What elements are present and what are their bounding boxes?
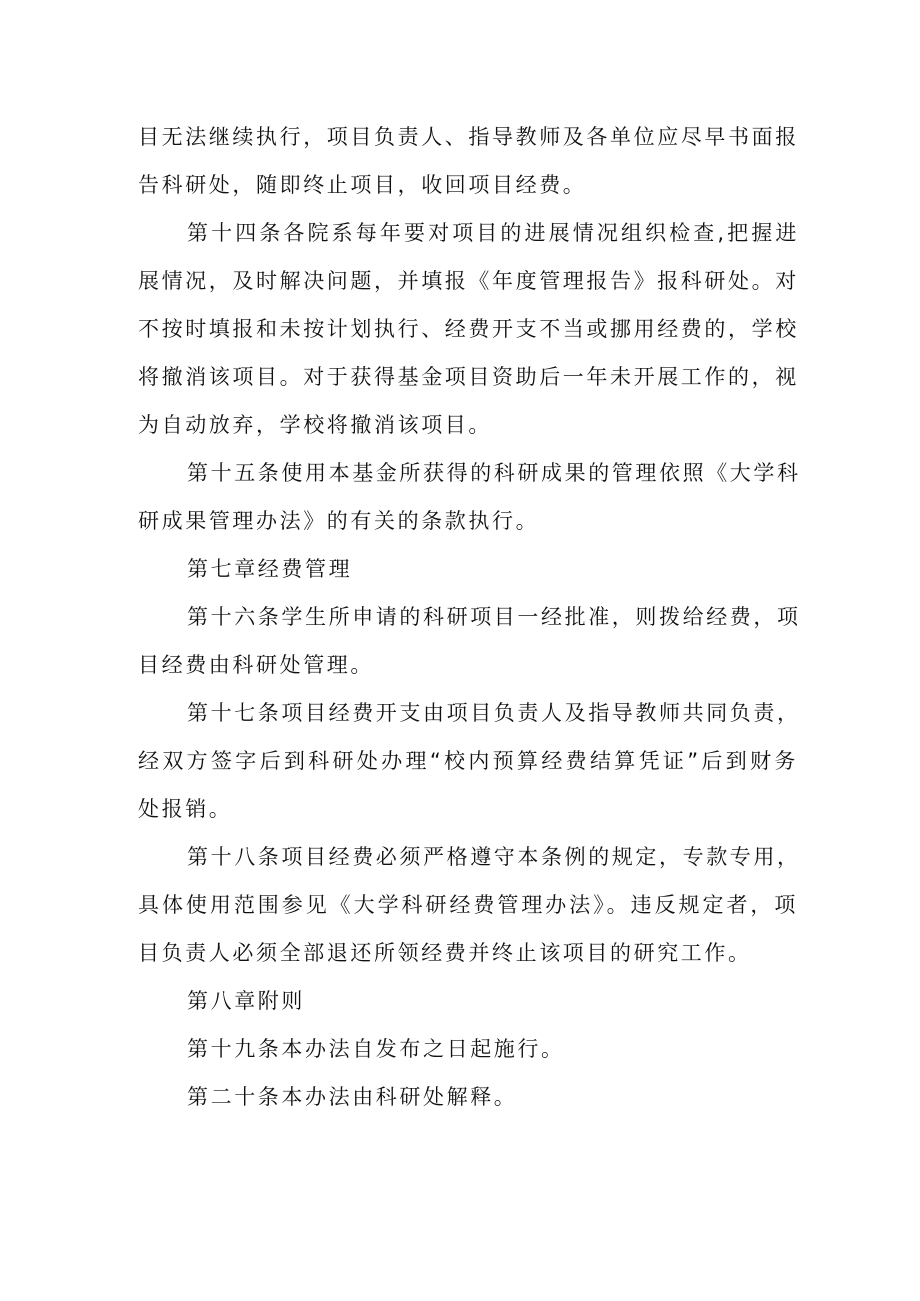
text-line: 为自动放弃，学校将撤消该项目。 <box>138 413 492 437</box>
text-line: 目负责人必须全部退还所领经费并终止该项目的研究工作。 <box>138 941 752 965</box>
chapter-7-heading: 第七章经费管理 <box>187 557 353 581</box>
text-line: 目经费由科研处管理。 <box>138 653 374 677</box>
article-19: 第十九条本办法自发布之日起施行。 <box>187 1037 565 1061</box>
chapter-8-heading: 第八章附则 <box>187 989 305 1013</box>
article-14-start: 第十四条各院系每年要对项目的进展情况组织检查,把握进 <box>187 221 799 245</box>
text-line: 处报销。 <box>138 797 233 821</box>
text-line: 研成果管理办法》的有关的条款执行。 <box>138 509 540 533</box>
text-line: 不按时填报和未按计划执行、经费开支不当或挪用经费的，学校 <box>138 317 799 341</box>
text-line: 具体使用范围参见《大学科研经费管理办法》。违反规定者，项 <box>138 893 798 917</box>
article-15-start: 第十五条使用本基金所获得的科研成果的管理依照《大学科 <box>187 461 801 485</box>
text-line: 经双方签字后到科研处办理“校内预算经费结算凭证”后到财务 <box>138 749 798 773</box>
text-line: 告科研处，随即终止项目，收回项目经费。 <box>138 173 587 197</box>
text-line: 将撤消该项目。对于获得基金项目资助后一年未开展工作的，视 <box>138 365 799 389</box>
text-line: 展情况，及时解决问题，并填报《年度管理报告》报科研处。对 <box>138 269 799 293</box>
article-20: 第二十条本办法由科研处解释。 <box>187 1085 518 1109</box>
article-16-start: 第十六条学生所申请的科研项目一经批准，则拨给经费，项 <box>187 605 801 629</box>
article-18-start: 第十八条项目经费必须严格遵守本条例的规定，专款专用， <box>187 845 801 869</box>
text-line: 目无法继续执行，项目负责人、指导教师及各单位应尽早书面报 <box>138 125 799 149</box>
article-17-start: 第十七条项目经费开支由项目负责人及指导教师共同负责， <box>187 701 801 725</box>
